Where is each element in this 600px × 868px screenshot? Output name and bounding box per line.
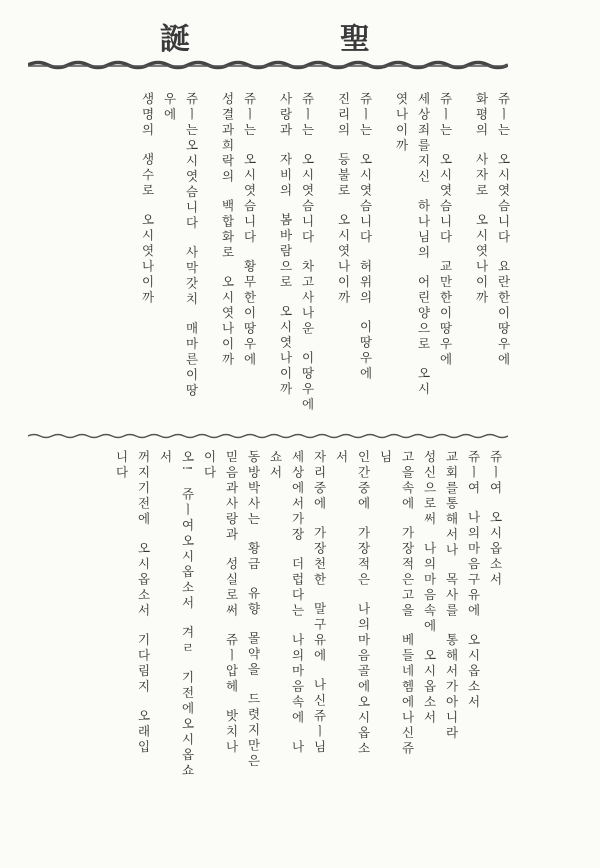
poem-line: 인간중에 가장적은 나의마음골에오시옵소 <box>356 450 371 757</box>
poem-line: 고을속에 가장적은고을 베들네헴에나신쥬 <box>400 450 415 757</box>
poem-line: 믿음과사랑과 성실로써 쥬ㅣ압헤 밧치나 <box>224 450 239 756</box>
poem-line: 꺼지기전에 오시옵소서 기다림지 오래입 <box>136 450 151 756</box>
poem-section-1 <box>44 92 514 422</box>
poem-line: 서 <box>334 450 349 466</box>
poem-line: 엿나이까 <box>394 92 409 154</box>
poem-line: 쥬ㅣ는 오시엿슴니다 허위의 이땅우에 <box>358 92 373 382</box>
stanza-gap <box>318 92 332 102</box>
poem-line: 동방박사는 황금 유향 몰약을 드렷지만은 <box>246 450 261 770</box>
poem-line: 쥬ㅣ는 오시엿슴니다 요란한이땅우에 <box>496 92 511 368</box>
poem-line: 쥬ㅣ여 나의마음구유에 오시옵소서 <box>466 450 481 711</box>
poem-line: 진리의 등불로 오시엿나이까 <box>336 92 351 306</box>
poem-line: 교회를통해서나 목사를 통해서가아니라 <box>444 450 459 742</box>
poem-line: 쥬ㅣ는오시엿슴니다 사막갓치 매마른이땅 <box>184 92 199 399</box>
poem-line: 서 <box>158 450 173 466</box>
poem-line: 쥬ㅣ는 오시엿슴니다 교만한이땅우에 <box>438 92 453 368</box>
stanza-gap <box>456 92 470 102</box>
poem-line: 쥬ㅣ는 오시엿슴니다 황무한이땅우에 <box>242 92 257 368</box>
title-char-2: 聖 <box>340 22 372 57</box>
poem-line: 오! 쥬ㅣ여오시옵소서 겨ㄹ 기전에오시옵쇼 <box>180 450 195 779</box>
poem-line: 성신으로써 나의마음속에 오시옵소서 <box>422 450 437 726</box>
poem-line: 쥬ㅣ는 오시엿슴니다 차고사나운 이땅우에 <box>300 92 315 413</box>
page-title <box>0 14 600 58</box>
stanza-gap <box>202 92 216 102</box>
decorative-rule-top <box>28 58 508 72</box>
decorative-rule-middle <box>28 430 508 442</box>
poem-line: 니다 <box>114 450 129 481</box>
poem-line: 세상에서가장 더럽다는 나의마음속에 나 <box>290 450 305 756</box>
poem-section-2 <box>36 450 506 790</box>
poem-line: 이다 <box>202 450 217 481</box>
poem-line: 화평의 사자로 오시엿나이까 <box>474 92 489 306</box>
title-char-1: 誕 <box>160 22 192 57</box>
poem-line: 성결과희락의 백합화로 오시엿나이까 <box>220 92 235 368</box>
poem-line: 자리중에 가장천한 말구유에 나신쥬ㅣ님 <box>312 450 327 756</box>
poem-line: 쥬ㅣ여 오시옵소서 <box>488 450 503 588</box>
poem-line: 세상죄를지신 하나님의 어린양으로 오시 <box>416 92 431 398</box>
poem-line: 우에 <box>162 92 177 123</box>
stanza-gap <box>376 92 390 102</box>
poem-line: 쇼서 <box>268 450 283 481</box>
poem-line: 생명의 생수로 오시엿나이까 <box>140 92 155 306</box>
poem-line: 님 <box>378 450 393 466</box>
stanza-gap <box>260 92 274 102</box>
poem-line: 사랑과 자비의 봄바람으로 오시엿나이까 <box>278 92 293 398</box>
